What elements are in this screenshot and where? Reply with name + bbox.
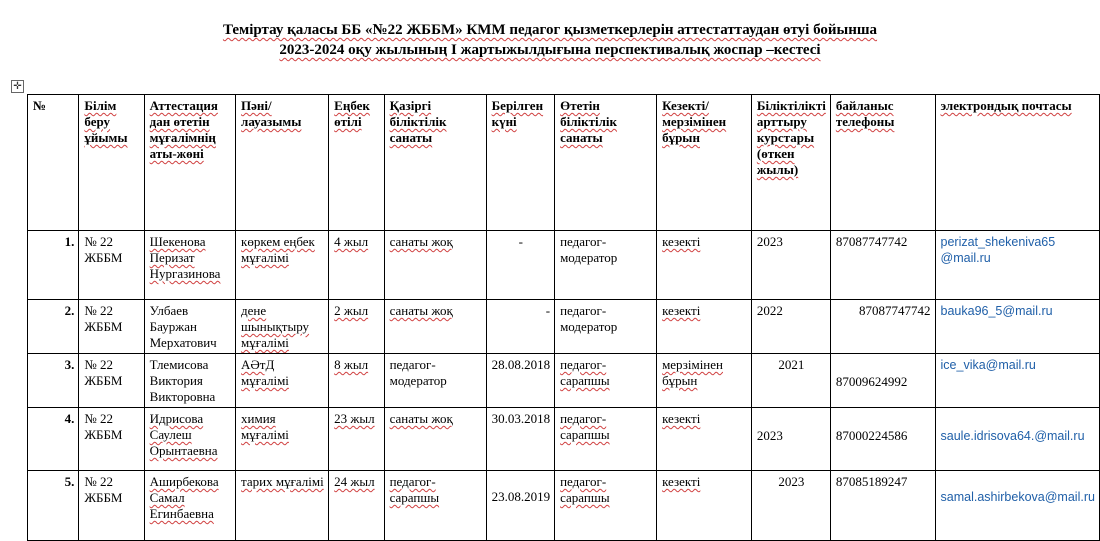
table-row [28, 231, 1100, 300]
row-num: 5. [28, 471, 79, 541]
row-name: Шекенова Перизат Нургазинова [144, 231, 235, 300]
row-courses: 2021 [751, 354, 830, 408]
row-email[interactable]: samal.ashirbekova@mail.ru [935, 471, 1099, 541]
row-schedule: кезекті [657, 408, 752, 471]
row-experience: 24 жыл [329, 471, 384, 541]
row-date-given: 23.08.2019 [486, 471, 555, 541]
row-phone: 87087747742 [830, 231, 935, 300]
row-phone: 87000224586 [830, 408, 935, 471]
header-phone: байланыс телефоны [830, 95, 935, 231]
row-current-category: педагог-модератор [384, 354, 486, 408]
row-email[interactable]: bauka96_5@mail.ru [935, 300, 1099, 354]
table-row [28, 471, 1100, 541]
row-phone: 87009624992 [830, 354, 935, 408]
row-target-category: педагог-модератор [555, 300, 657, 354]
row-org: № 22 ЖББМ [79, 300, 144, 354]
row-date-given: 30.03.2018 [486, 408, 555, 471]
row-target-category: педагог-сарапшы [555, 471, 657, 541]
row-current-category: санаты жоқ [384, 408, 486, 471]
row-experience: 23 жыл [329, 408, 384, 471]
row-email[interactable]: perizat_shekeniva65 @mail.ru [935, 231, 1099, 300]
document-title [0, 20, 1100, 60]
table-header-row [28, 95, 1100, 231]
row-phone: 87087747742 [830, 300, 935, 354]
header-email: электрондық почтасы [935, 95, 1099, 231]
row-target-category: педагог-сарапшы [555, 354, 657, 408]
row-schedule: кезекті [657, 471, 752, 541]
row-email[interactable]: ice_vika@mail.ru [935, 354, 1099, 408]
header-num: № [28, 95, 79, 231]
header-org: Білім беру ұйымы [79, 95, 144, 231]
row-name: Идрисова Саулеш Орынтаевна [144, 408, 235, 471]
header-date-given: Берілген күні [486, 95, 555, 231]
table-row [28, 354, 1100, 408]
header-experience: Еңбек өтілі [329, 95, 384, 231]
row-current-category: педагог-сарапшы [384, 471, 486, 541]
row-num: 3. [28, 354, 79, 408]
row-subject: АӘтД мұғалімі [236, 354, 329, 408]
row-current-category: санаты жоқ [384, 300, 486, 354]
title-line-1: Теміртау қаласы ББ «№22 ЖББМ» КММ педагог қызметкерлерін аттестаттаудан өтуі бойынша [222, 22, 878, 38]
row-email[interactable]: saule.idrisova64.@mail.ru [935, 408, 1099, 471]
title-line-2: 2023-2024 оқу жылының І жартыжылдығына перспективалық жоспар –кестесі [279, 42, 821, 58]
row-schedule: кезекті [657, 231, 752, 300]
row-org: № 22 ЖББМ [79, 354, 144, 408]
header-schedule: Кезекті/мерзімінен бұрын [657, 95, 752, 231]
row-phone: 87085189247 [830, 471, 935, 541]
row-experience: 2 жыл [329, 300, 384, 354]
row-courses: 2023 [751, 408, 830, 471]
row-date-given: - [486, 300, 555, 354]
table-move-handle-icon[interactable]: ✛ [11, 80, 24, 93]
header-name: Аттестация дан өтетін мұғалімнің аты-жөні [144, 95, 235, 231]
row-target-category: педагог-модератор [555, 231, 657, 300]
row-date-given: 28.08.2018 [486, 354, 555, 408]
row-org: № 22 ЖББМ [79, 231, 144, 300]
row-schedule: кезекті [657, 300, 752, 354]
row-num: 1. [28, 231, 79, 300]
row-name: Улбаев Бауржан Мерхатович [144, 300, 235, 354]
row-name: Аширбекова Самал Егинбаевна [144, 471, 235, 541]
row-subject: көркем еңбек мұғалімі [236, 231, 329, 300]
row-subject: дене шынықтыру мұғалімі [236, 300, 329, 354]
row-org: № 22 ЖББМ [79, 471, 144, 541]
row-subject: тарих мұғалімі [236, 471, 329, 541]
row-courses: 2023 [751, 471, 830, 541]
table-row [28, 300, 1100, 354]
row-date-given: - [486, 231, 555, 300]
row-experience: 8 жыл [329, 354, 384, 408]
header-target-category: Өтетін біліктілік санаты [555, 95, 657, 231]
row-courses: 2022 [751, 300, 830, 354]
row-target-category: педагог-сарапшы [555, 408, 657, 471]
row-num: 2. [28, 300, 79, 354]
row-name: Тлемисова Виктория Викторовна [144, 354, 235, 408]
attestation-plan-table [27, 94, 1100, 541]
header-current-category: Қазіргі біліктілік санаты [384, 95, 486, 231]
header-courses: Біліктілікті арттыру курстары (өткен жылы) [751, 95, 830, 231]
row-courses: 2023 [751, 231, 830, 300]
row-org: № 22 ЖББМ [79, 408, 144, 471]
row-num: 4. [28, 408, 79, 471]
row-subject: химия мұғалімі [236, 408, 329, 471]
row-current-category: санаты жоқ [384, 231, 486, 300]
header-subject: Пәні/лауазымы [236, 95, 329, 231]
row-experience: 4 жыл [329, 231, 384, 300]
row-schedule: мерзімінен бұрын [657, 354, 752, 408]
table-row [28, 408, 1100, 471]
